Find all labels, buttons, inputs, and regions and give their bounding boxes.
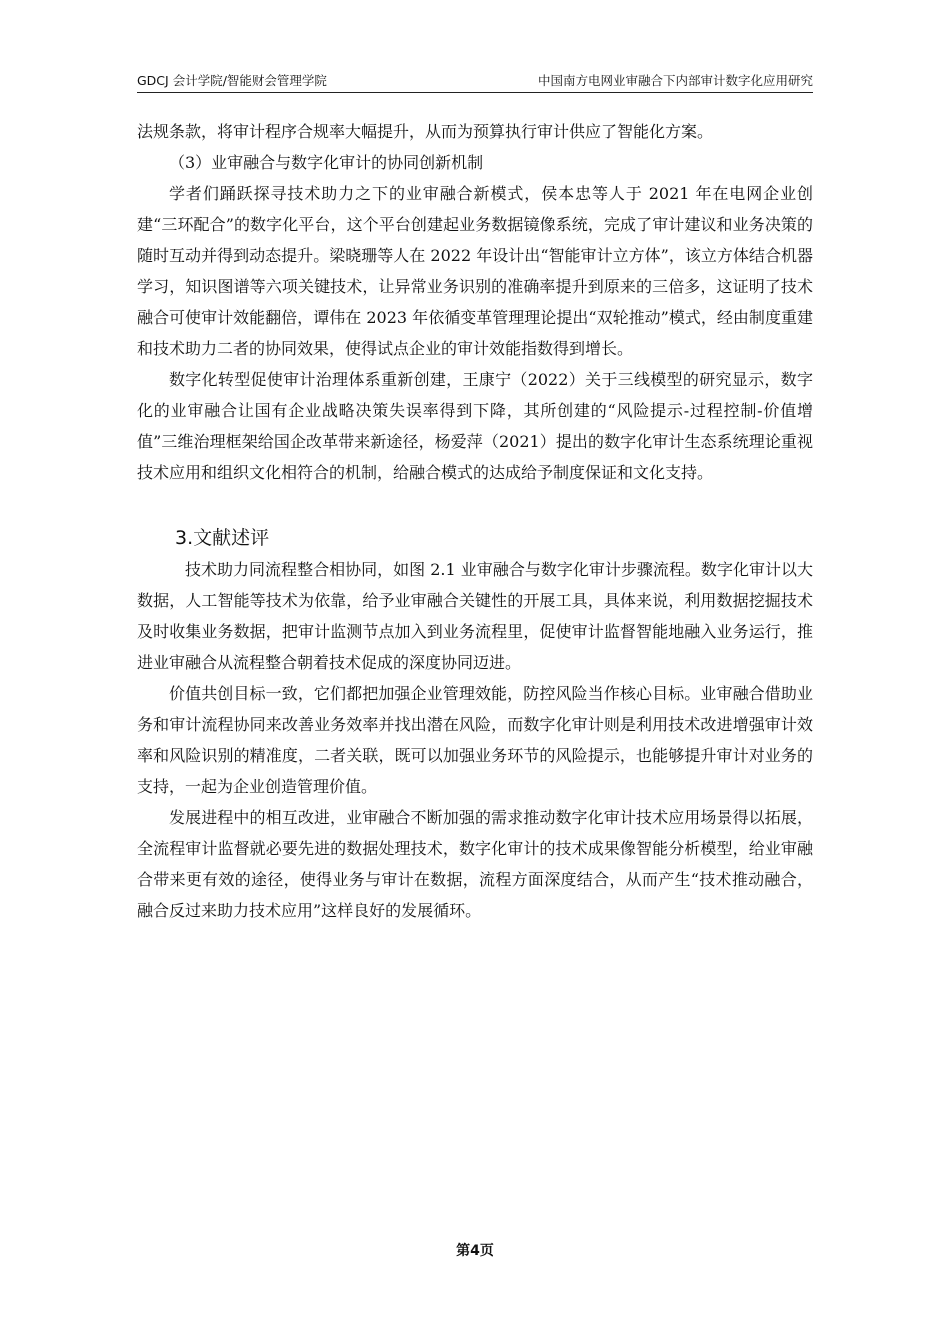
- page-body: [137, 116, 813, 926]
- page-number: 第4页: [456, 1243, 494, 1259]
- subsection-heading: （3）业审融合与数字化审计的协同创新机制: [169, 153, 484, 172]
- paragraph: 价值共创目标一致，它们都把加强企业管理效能，防控风险当作核心目标。业审融合借助业务和审计流程协同来改善业务效率并找出潜在风险，而数字化审计则是利用技术改进增强审计效率和风险识别的精准度，二者关联，既可以加强业务环节的风险提示，也能够提升审计对业务的支持，一起为企业创造管理价值。: [137, 684, 813, 796]
- section-heading: 3.文献述评: [175, 527, 270, 549]
- paragraph: 技术助力同流程整合相协同，如图 2.1 业审融合与数字化审计步骤流程。数字化审计以大数据，人工智能等技术为依靠，给予业审融合关键性的开展工具，具体来说，利用数据挖掘技术及时收集业务数据，把审计监测节点加入到业务流程里，促使审计监督智能地融入业务运行，推进业审融合从流程整合朝着技术促成的深度协同迈进。: [137, 560, 813, 672]
- header-institution: GDCJ 会计学院/智能财会管理学院: [137, 73, 327, 88]
- paragraph: 数字化转型促使审计治理体系重新创建，王康宁（2022）关于三线模型的研究显示，数字化的业审融合让国有企业战略决策失误率得到下降，其所创建的“风险提示-过程控制-价值增值”三维治理框架给国企改革带来新途径，杨爱萍（2021）提出的数字化审计生态系统理论重视技术应用和组织文化相符合的机制，给融合模式的达成给予制度保证和文化支持。: [137, 370, 813, 482]
- paragraph: 学者们踊跃探寻技术助力之下的业审融合新模式，侯本忠等人于 2021 年在电网企业创建“三环配合”的数字化平台，这个平台创建起业务数据镜像系统，完成了审计建议和业务决策的随时互动并得到动态提升。梁晓珊等人在 2022 年设计出“智能审计立方体”，该立方体结合机器学习，知识图谱等六项关键技术，让异常业务识别的准确率提升到原来的三倍多，这证明了技术融合可使审计效能翻倍，谭伟在 2023 年依循变革管理理论提出“双轮推动”模式，经由制度重建和技术助力二者的协同效果，使得试点企业的审计效能指数得到增长。: [137, 184, 813, 358]
- header-paper-title: 中国南方电网业审融合下内部审计数字化应用研究: [537, 73, 813, 88]
- page-header: [137, 70, 813, 93]
- paragraph-continuation: 法规条款，将审计程序合规率大幅提升，从而为预算执行审计供应了智能化方案。: [137, 122, 714, 141]
- paragraph: 发展进程中的相互改进，业审融合不断加强的需求推动数字化审计技术应用场景得以拓展，全流程审计监督就必要先进的数据处理技术，数字化审计的技术成果像智能分析模型，给业审融合带来更有效的途径，使得业务与审计在数据，流程方面深度结合，从而产生“技术推动融合，融合反过来助力技术应用”这样良好的发展循环。: [137, 808, 813, 920]
